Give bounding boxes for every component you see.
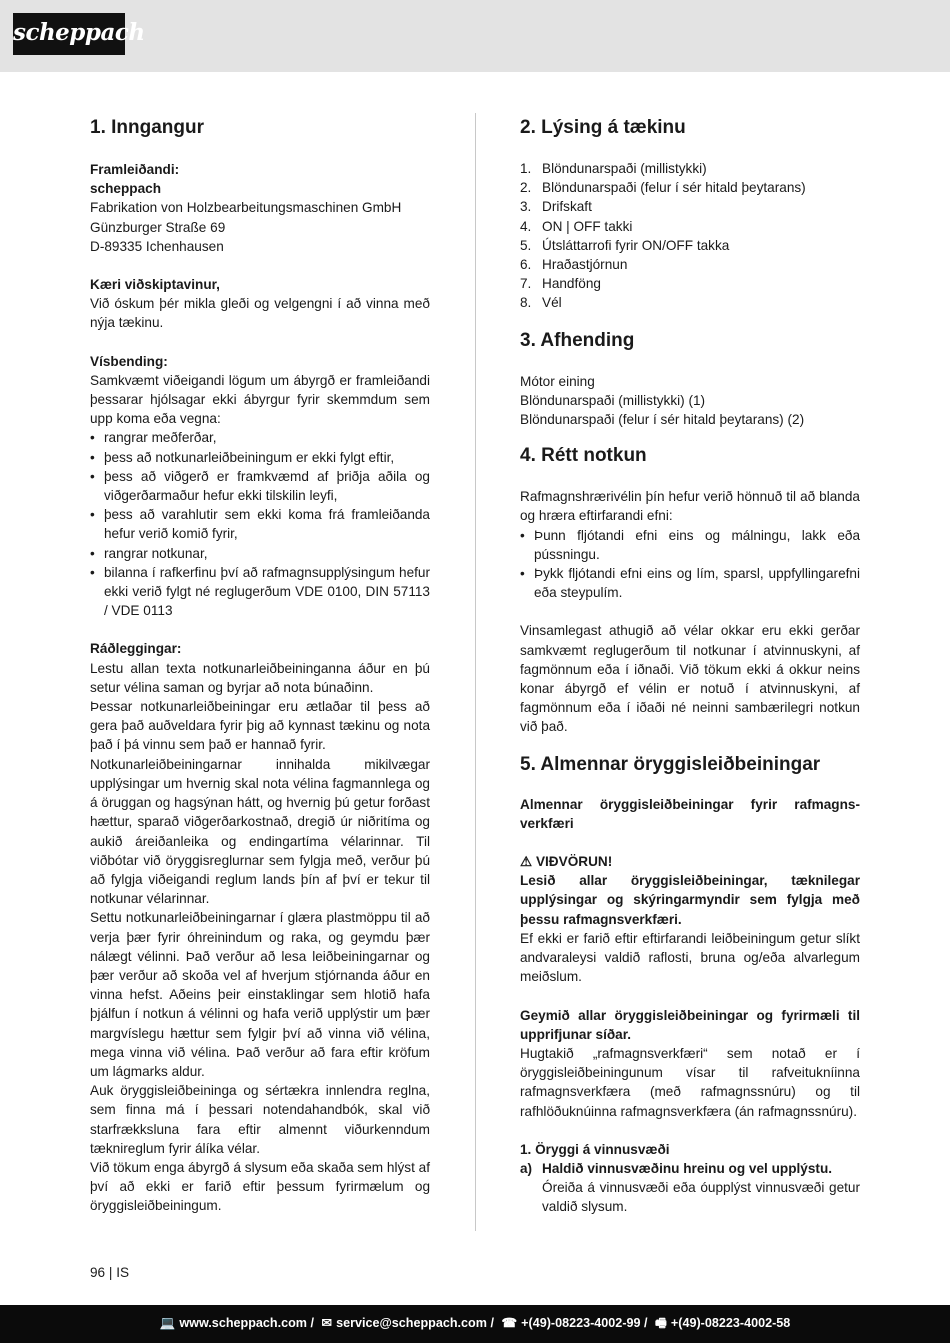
- note-text: Samkvæmt viðeigandi lögum um ábyrgð er framleiðandi þessarar hjólsagar ekki ábyrgur fyrir skemmdum sem upp koma eða vegna:: [90, 372, 430, 427]
- advice-paragraph: Þessar notkunarleiðbeiningar eru ætlaðar til þess að gera það auðveldara fyrir þig að kynnast tækinu og nota það í þá vinnu sem það er hannað fyrir.: [90, 699, 430, 753]
- address-line: D-89335 Ichenhausen: [90, 238, 224, 254]
- dear-customer-text: Við óskum þér mikla gleði og velgengni í að vinna með nýja tækinu.: [90, 296, 430, 331]
- warning-text: Ef ekki er farið eftir eftirfarandi leiðbeiningum getur slíkt andvaraleysi valdið raflosti, bruna og/eða alvarlegum meiðslum.: [520, 930, 860, 985]
- section-heading-introduction: 1. Inngangur: [90, 117, 204, 138]
- list-item: • bilanna í rafkerfinu því að rafmagnsupplýsingum hefur ekki verið fylgt né reglugerðum VDE 0100, DIN 57113 / VDE 0113: [90, 563, 430, 621]
- advice-paragraph: Notkunarleiðbeiningarnar innihalda mikilvægar upplýsingar um hvernig skal nota vélina fagmannlega og á öruggan og hagsýnan hátt, og hvernig þú getur forðast hættur, sparað viðgerðarkostnað, dregið úr niðritíma og aukið áreiðanleika og endingartíma vélarinnar. Til viðbótar við öryggisreglurnar sem fylgja með, verður þú að fylgja viðeigandi reglum lands þín af því er tekur til notkunar vélarinnar.: [90, 756, 430, 907]
- list-item: 5. Útsláttarrofi fyrir ON/OFF takka: [520, 237, 730, 253]
- list-item: 8. Vél: [520, 295, 562, 311]
- delivery-item: Blöndunarspaði (millistykki) (1): [520, 392, 706, 408]
- intended-use-list: [520, 526, 860, 603]
- intended-use-intro: Rafmagnshrærivélin þín hefur verið hönnuð til að blanda og hræra eftirfarandi efni:: [520, 489, 860, 524]
- section-heading-safety: 5. Almennar öryggisleiðbeiningar: [520, 753, 821, 775]
- intended-use-note: Vinsamlegast athugið að vélar okkar eru ekki gerðar samkvæmt reglugerðum til notkunar í atvinnuskyni, af fagmönnum eða í iðnaði. Við tökum ekki á okkur neins konar ábyrgð ef vélin er notuð í atvinnuskyni, af fagmönnum eða í iðaði né neinni sambærilegri notkun við það.: [520, 623, 860, 735]
- warning-label: VIÐVÖRUN!: [535, 854, 613, 870]
- advice-paragraph: Lestu allan texta notkunarleiðbeininganna áður en þú setur vélina saman og byrjar að nota búnaðinn.: [90, 660, 430, 695]
- workplace-safety-heading: 1. Öryggi á vinnusvæði: [520, 1141, 670, 1157]
- list-item: • rangrar notkunar,: [90, 544, 430, 563]
- page-number: 96 | IS: [90, 1265, 130, 1280]
- list-item: • Þunn fljótandi efni eins og málningu, lakk eða pússningu.: [520, 526, 860, 564]
- note-list: [90, 428, 430, 620]
- footer-phone: +(49)-08223-4002-99 /: [521, 1316, 648, 1330]
- page-header: [0, 0, 950, 72]
- list-item: 2. Blöndunarspaði (felur í sér hitald þeytarans): [520, 180, 806, 196]
- delivery-item: Mótor eining: [520, 373, 595, 389]
- address-line: Günzburger Straße 69: [90, 219, 226, 235]
- list-item: 3. Drifskaft: [520, 199, 592, 215]
- right-column: [520, 118, 860, 1217]
- keep-instructions-bold: Geymið allar öryggisleiðbeiningar og fyrirmæli til upprifjunar síðar.: [520, 1007, 860, 1042]
- list-item: 6. Hraðastjórnun: [520, 257, 628, 273]
- section-heading-intended-use: 4. Rétt notkun: [520, 445, 647, 467]
- page-footer: [0, 1305, 950, 1343]
- footer-email[interactable]: service@scheppach.com /: [336, 1316, 494, 1330]
- list-item: • þess að varahlutir sem ekki koma frá framleiðanda hefur verið komið fyrir,: [90, 505, 430, 543]
- footer-website[interactable]: www.scheppach.com /: [179, 1316, 314, 1330]
- list-item: 1. Blöndunarspaði (millistykki): [520, 161, 707, 176]
- mail-icon: ✉: [321, 1316, 333, 1330]
- workplace-item-a: [520, 1159, 860, 1217]
- advice-paragraph: Við tökum enga ábyrgð á slysum eða skaða sem hlýst af því að ekki er farið eftir þessum fyrirmælum og öryggisleiðbeiningum.: [90, 1159, 430, 1214]
- list-item: • rangrar meðferðar,: [90, 428, 430, 447]
- advice-paragraph: Auk öryggisleiðbeininga og sértækra innlendra reglna, sem finna má í þessari notendahandbók, skal við starfrækksluna fara eftir almennt viðurkenndum tæknireglum fyrir álíka vélar.: [90, 1083, 430, 1156]
- phone-icon: ☎: [501, 1316, 518, 1330]
- dear-customer-label: Kæri viðskiptavinur,: [90, 277, 220, 293]
- footer-fax: +(49)-08223-4002-58: [670, 1316, 791, 1330]
- advice-label: Ráðleggingar:: [90, 641, 182, 657]
- device-parts-list: [520, 159, 860, 313]
- section-heading-delivery: 3. Afhending: [520, 329, 635, 351]
- workplace-item-text: Óreiða á vinnusvæði eða óupplýst vinnusvæði getur valdið slysum.: [542, 1180, 860, 1215]
- fax-icon: 🖷: [655, 1316, 667, 1330]
- left-column: [90, 118, 430, 1216]
- address-line: Fabrikation von Holzbearbeitungsmaschinen GmbH: [90, 200, 402, 216]
- section-heading-description: 2. Lýsing á tækinu: [520, 117, 686, 138]
- keep-instructions-text: Hugtakið „rafmagnsverkfæri“ sem notað er í öryggisleiðbeiningunum vísar til rafveitukníinna rafmagnsverkfæra (með rafmagnssnúru) og til rafhlöðuknúinna rafmagnsverkfæra (án rafmagnssnúru).: [520, 1045, 860, 1119]
- list-item: • þess að viðgerð er framkvæmd af þriðja aðila og viðgerðarmaður hefur ekki tilskilin leyfi,: [90, 467, 430, 505]
- warning-label-row: [520, 852, 860, 871]
- delivery-item: Blöndunarspaði (felur í sér hitald þeytarans) (2): [520, 412, 805, 428]
- list-item: 4. ON | OFF takki: [520, 218, 633, 234]
- item-letter: a): [520, 1160, 533, 1176]
- safety-subheading: Almennar öryggisleiðbeiningar fyrir rafmagns-verkfæri: [520, 796, 860, 831]
- warning-bold-text: Lesið allar öryggisleiðbeiningar, tæknilegar upplýsingar og skýringarmyndir sem fylgja með þessu rafmagnsverkfæri.: [520, 873, 860, 927]
- computer-icon: 💻: [159, 1316, 176, 1330]
- list-item: 7. Handföng: [520, 276, 601, 292]
- advice-paragraph: Settu notkunarleiðbeiningarnar í glæra plastmöppu til að verja þær fyrir óhreinindum og raka, og geymdu þær nálægt vélinni. Það verður að lesa leiðbeiningarnar og þær verður að skoða vel af hverjum stjórnanda áður en vinna hefst. Aðeins þeir einstaklingar sem hlotið hafa þjálfun í notkun á vélinni og hafa verið upplýstir um þær margvíslegu hættur sem fylgir því að vinna við vélina, mega vinna við vélina. Það verður að fara eftir kröfum um lágmarks aldur.: [90, 910, 430, 1079]
- list-item: • Þykk fljótandi efni eins og lím, sparsl, uppfyllingarefni eða steypulím.: [520, 564, 860, 602]
- note-label: Vísbending:: [90, 353, 168, 369]
- manufacturer-label: Framleiðandi:: [90, 162, 180, 177]
- company-name: scheppach: [90, 181, 162, 197]
- scheppach-logo: scheppach: [13, 13, 125, 55]
- workplace-item-bold: Haldið vinnusvæðinu hreinu og vel upplýstu.: [542, 1160, 833, 1176]
- list-item: • þess að notkunarleiðbeiningum er ekki fylgt eftir,: [90, 448, 430, 467]
- warning-icon: ⚠: [520, 854, 533, 870]
- column-divider: [475, 113, 476, 1231]
